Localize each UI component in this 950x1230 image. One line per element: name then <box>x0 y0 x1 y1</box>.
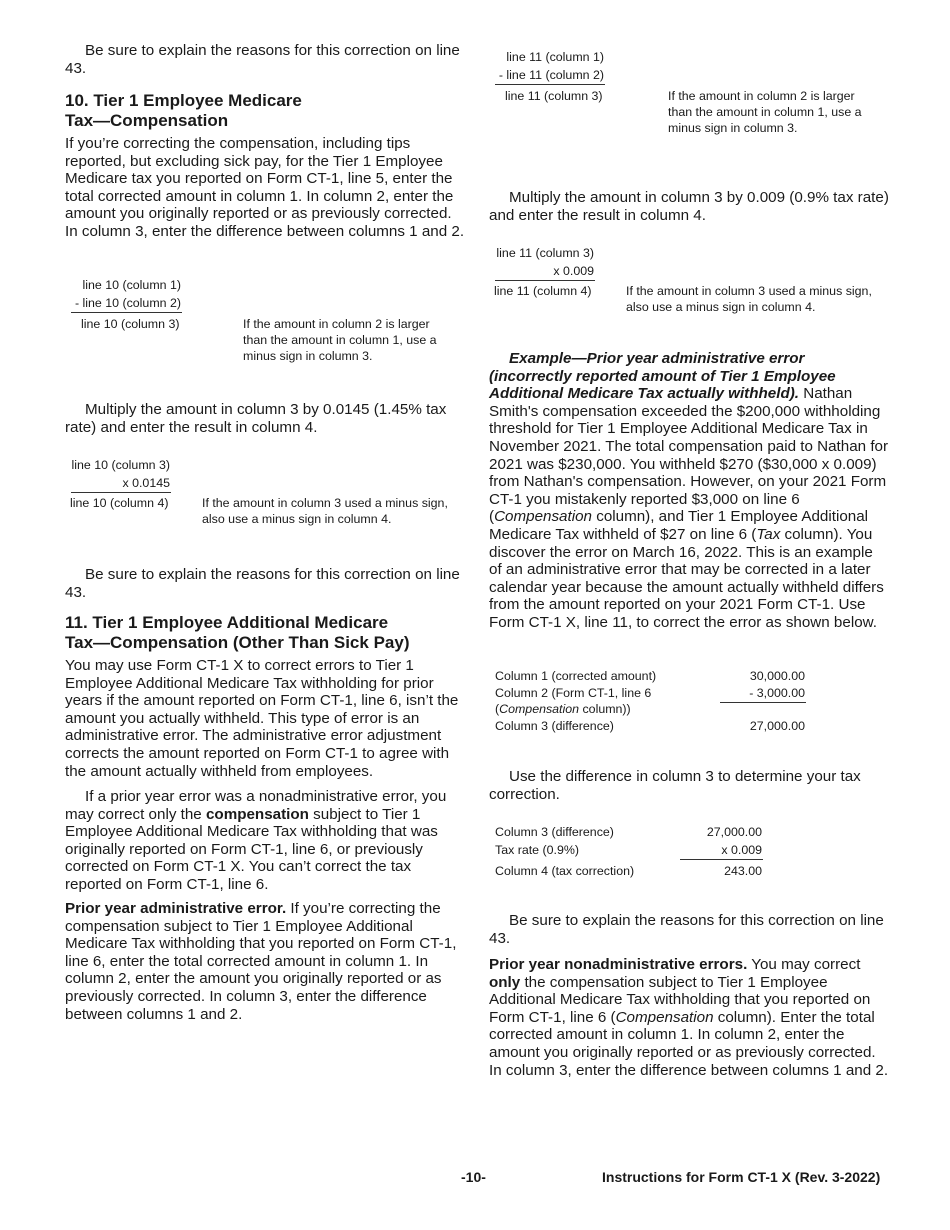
calc-line: line 11 (column 4) <box>494 284 592 298</box>
table-label: Column 4 (tax correction) <box>495 864 635 878</box>
explain-paragraph: Be sure to explain the reasons for this correction on line 43. <box>65 566 460 601</box>
table-label: Tax rate (0.9%) <box>495 843 580 857</box>
table-value: 243.00 <box>724 864 762 878</box>
table-value: 30,000.00 <box>749 669 805 683</box>
calc-line: line 10 (column 4) <box>70 496 169 510</box>
table-label: Column 3 (difference) <box>495 825 614 839</box>
prior-year-admin-paragraph: Prior year administrative error. If you’re correcting the compensation subject to Tier 1 Employee Additional Medicare Tax withholding that you reported on Form CT-1, line 6, enter the total corrected amount in column 1. In column 2, enter the amount you originally reported or as previously corrected. In column 3, enter the difference between columns 1 and 2. <box>65 900 457 1023</box>
section-11-heading-line-1: 11. Tier 1 Employee Additional Medicare <box>65 613 389 632</box>
table-label: (Compensation column)) <box>495 702 631 716</box>
prior-year-nonadmin-paragraph: Prior year nonadministrative errors. You may correct only the compensation subject to Tier 1 Employee Additional Medicare Tax withholding that you reported on Form CT-1, line 6 (Compensation column). Enter the total corrected amount in column 1. In column 2, enter the amount you originally reported or as previously corrected. In column 3, enter the difference between columns 1 and 2. <box>489 956 889 1079</box>
calc-line: line 10 (column 1) <box>82 278 181 292</box>
table-value: 27,000.00 <box>749 719 805 733</box>
calc-line: x 0.009 <box>553 264 594 278</box>
calc-line: line 11 (column 3) <box>505 89 603 103</box>
table-rule <box>680 859 763 860</box>
explain-paragraph: Be sure to explain the reasons for this correction on line 43. <box>65 42 460 77</box>
table-label: Column 3 (difference) <box>495 719 614 733</box>
calc-rule <box>495 84 605 85</box>
table-value: - 3,000.00 <box>749 686 805 700</box>
calc-line: line 11 (column 1) <box>506 50 604 64</box>
calc-line: - line 10 (column 2) <box>74 296 181 310</box>
calc-line: line 10 (column 3) <box>71 458 170 472</box>
table-rule <box>720 702 806 703</box>
table-value: x 0.009 <box>721 843 762 857</box>
calc-note: If the amount in column 2 is larger than the amount in column 1, use a minus sign in column 3. <box>668 89 862 135</box>
calc-line: - line 11 (column 2) <box>498 68 604 82</box>
calc-note: If the amount in column 3 used a minus sign, also use a minus sign in column 4. <box>626 284 872 314</box>
multiply-paragraph: Multiply the amount in column 3 by 0.0145 (1.45% tax rate) and enter the result in column 4. <box>65 401 447 436</box>
table-label: Column 2 (Form CT-1, line 6 <box>495 686 652 700</box>
calc-rule <box>71 312 182 313</box>
section-10-heading-line-1: 10. Tier 1 Employee Medicare <box>65 91 302 110</box>
calc-line: x 0.0145 <box>122 476 170 490</box>
calc-line: line 10 (column 3) <box>81 317 180 331</box>
multiply-paragraph: Multiply the amount in column 3 by 0.009 (0.9% tax rate) and enter the result in column 4. <box>489 189 889 224</box>
explain-paragraph: Be sure to explain the reasons for this correction on line 43. <box>489 912 884 947</box>
document-title: Instructions for Form CT-1 X (Rev. 3-2022) <box>602 1169 881 1185</box>
example-paragraph: Example—Prior year administrative error (incorrectly reported amount of Tier 1 Employee Additional Medicare Tax actually withheld). Nathan Smith's compensation exceeded the $200,000 withholding threshold for Tier 1 Employee Additional Medicare Tax in November 2021. The total compensation paid to Nathan for 2021 was $230,000. You withheld $270 ($30,000 x 0.009) from Nathan's compensation. However, on your 2021 Form CT-1 you mistakenly reported $3,000 on line 6 (Compensation column), and Tier 1 Employee Additional Medicare Tax withheld of $27 on line 6 (Tax column). You discover the error on March 16, 2022. This is an example of an administrative error that may be corrected in a later calendar year because the amount actually withheld differs from the amount reported on your 2021 Form CT-1. Use Form CT-1 X, line 11, to correct the error as shown below. <box>489 350 889 631</box>
nonadministrative-paragraph: If a prior year error was a nonadministrative error, you may correct only the compensation subject to Tier 1 Employee Additional Medicare Tax withholding that was originally reported on Form CT-1, line 6, or previously corrected on Form CT-1 X. You can’t correct the tax reported on Form CT-1, line 6. <box>65 788 447 893</box>
calc-rule <box>71 492 171 493</box>
calc-rule <box>495 280 595 281</box>
table-value: 27,000.00 <box>706 825 762 839</box>
page-number: -10- <box>461 1169 486 1185</box>
section-10-paragraph: If you’re correcting the compensation, including tips reported, but excluding sick pay, for the Tier 1 Employee Medicare tax you reported on Form CT-1, line 5, enter the total corrected amount in column 1. In column 2, enter the amount you originally reported or as previously corrected. In column 3, enter the difference between columns 1 and 2. <box>65 135 465 240</box>
section-10-heading-line-2: Tax—Compensation <box>65 111 229 130</box>
calc-line: line 11 (column 3) <box>496 246 594 260</box>
use-difference-paragraph: Use the difference in column 3 to determine your tax correction. <box>489 768 861 803</box>
section-11-paragraph: You may use Form CT-1 X to correct errors to Tier 1 Employee Additional Medicare Tax withholding for prior years if the amount reported on Form CT-1, line 6, isn’t the amount you actually withheld. This type of error is an administrative error. The administrative error adjustment corrects the amount reported on Form CT-1 to agree with the amount actually withheld from employees. <box>65 657 459 780</box>
calc-note: If the amount in column 3 used a minus sign, also use a minus sign in column 4. <box>202 496 448 526</box>
calc-note: If the amount in column 2 is larger than the amount in column 1, use a minus sign in column 3. <box>243 317 437 363</box>
table-label: Column 1 (corrected amount) <box>495 669 657 683</box>
section-11-heading-line-2: Tax—Compensation (Other Than Sick Pay) <box>65 633 410 652</box>
example-title: Example—Prior year administrative error (incorrectly reported amount of Tier 1 Employee Additional Medicare Tax actually withheld). <box>489 350 836 403</box>
